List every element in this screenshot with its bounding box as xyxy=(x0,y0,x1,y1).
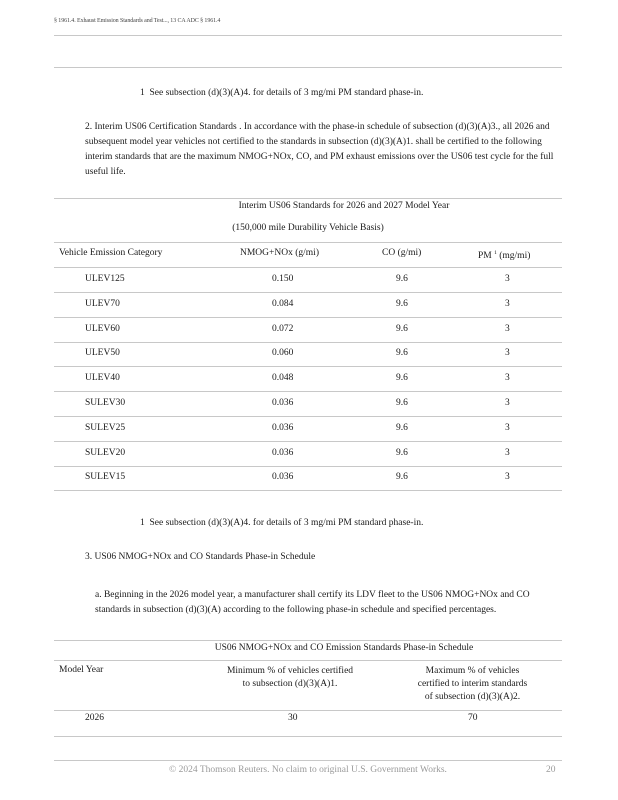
category-cell: SULEV25 xyxy=(85,422,126,433)
running-header: § 1961.4. Exhaust Emission Standards and Test..., 13 CA ADC § 1961.4 xyxy=(54,18,221,24)
category-cell: ULEV60 xyxy=(85,323,120,334)
nmog-nox-cell: 0.036 xyxy=(272,398,294,408)
header-line: certified to interim standards xyxy=(417,679,528,689)
header-line: to subsection (d)(3)(A)1. xyxy=(242,679,338,689)
pm-cell: 3 xyxy=(505,348,510,359)
co-cell: 9.6 xyxy=(396,298,408,309)
co-cell: 9.6 xyxy=(396,373,408,384)
pm-cell: 3 xyxy=(505,422,510,433)
column-header-maximum xyxy=(380,665,565,704)
row-divider xyxy=(54,292,562,293)
footnote-text: See subsection (d)(3)(A)4. for details of 3 mg/mi PM standard phase-in. xyxy=(149,518,424,528)
category-cell: ULEV70 xyxy=(85,298,120,309)
pm-footnote-ref: 1 xyxy=(494,250,497,256)
category-cell: ULEV40 xyxy=(85,373,120,384)
footnote-marker: 1 xyxy=(140,518,145,528)
co-cell: 9.6 xyxy=(396,274,408,284)
pm-cell: 3 xyxy=(505,298,510,309)
co-cell: 9.6 xyxy=(396,398,408,408)
category-cell: SULEV15 xyxy=(85,472,126,483)
footnote xyxy=(140,86,423,101)
nmog-nox-cell: 0.084 xyxy=(272,298,294,309)
pm-unit: (mg/mi) xyxy=(499,251,531,262)
co-cell: 9.6 xyxy=(396,472,408,483)
divider xyxy=(54,660,562,661)
co-cell: 9.6 xyxy=(396,323,408,334)
row-divider xyxy=(54,466,562,467)
nmog-nox-cell: 0.060 xyxy=(272,348,294,359)
divider xyxy=(54,710,562,711)
header-line: Maximum % of vehicles xyxy=(425,666,520,676)
header-line: of subsection (d)(3)(A)2. xyxy=(424,692,521,702)
footnote xyxy=(140,516,423,531)
column-header-minimum xyxy=(200,665,380,691)
column-header-model-year: Model Year xyxy=(59,665,104,675)
maximum-percent-cell: 70 xyxy=(468,713,478,723)
divider xyxy=(54,67,562,68)
divider xyxy=(54,35,562,36)
category-cell: SULEV20 xyxy=(85,447,126,458)
header-line: Minimum % of vehicles certified xyxy=(226,666,354,676)
co-cell: 9.6 xyxy=(396,348,408,359)
divider xyxy=(54,760,562,761)
pm-cell: 3 xyxy=(505,274,510,284)
footnote-marker: 1 xyxy=(140,88,145,98)
pm-cell: 3 xyxy=(505,472,510,483)
column-header-co: CO (g/mi) xyxy=(382,248,422,258)
section-3-paragraph-a: a. Beginning in the 2026 model year, a manufacturer shall certify its LDV fleet to the US06 NMOG+NOx and CO standards in subsection (d)(3)(A) according to the following phase-in schedule and specified percentages. xyxy=(95,590,530,615)
category-cell: ULEV125 xyxy=(85,274,125,284)
row-divider xyxy=(54,490,562,491)
row-divider xyxy=(54,317,562,318)
category-cell: SULEV30 xyxy=(85,398,126,408)
divider xyxy=(54,267,562,268)
nmog-nox-cell: 0.150 xyxy=(272,274,294,284)
page-number: 20 xyxy=(546,765,556,775)
pm-cell: 3 xyxy=(505,447,510,458)
nmog-nox-cell: 0.048 xyxy=(272,373,294,384)
co-cell: 9.6 xyxy=(396,447,408,458)
column-header-nmog: NMOG+NOx (g/mi) xyxy=(240,248,319,258)
divider xyxy=(54,242,562,243)
category-cell: ULEV50 xyxy=(85,348,120,359)
nmog-nox-cell: 0.036 xyxy=(272,447,294,458)
row-divider xyxy=(54,416,562,417)
column-header-pm xyxy=(478,250,530,261)
model-year-cell: 2026 xyxy=(85,713,104,723)
pm-cell: 3 xyxy=(505,398,510,408)
table-2-title: US06 NMOG+NOx and CO Emission Standards Phase-in Schedule xyxy=(214,643,474,653)
section-2-paragraph: 2. Interim US06 Certification Standards . In accordance with the phase-in schedule of subsection (d)(3)(A)3., all 2026 and subsequent model year vehicles not certified to the standards in subsection (d)(3)(A)1. shall be certified to the following interim standards that are the maximum NMOG+NOx, CO, and PM exhaust emissions over the US06 test cycle for the full useful life. xyxy=(85,122,554,177)
nmog-nox-cell: 0.072 xyxy=(272,323,294,334)
table-1-title: Interim US06 Standards for 2026 and 2027 Model Year xyxy=(238,201,450,211)
divider xyxy=(54,736,562,737)
row-divider xyxy=(54,441,562,442)
pm-cell: 3 xyxy=(505,373,510,384)
nmog-nox-cell: 0.036 xyxy=(272,472,294,483)
minimum-percent-cell: 30 xyxy=(288,713,298,723)
row-divider xyxy=(54,366,562,367)
nmog-nox-cell: 0.036 xyxy=(272,422,294,433)
section-3-heading: 3. US06 NMOG+NOx and CO Standards Phase-in Schedule xyxy=(85,552,316,562)
copyright-notice: © 2024 Thomson Reuters. No claim to original U.S. Government Works. xyxy=(169,765,447,775)
column-header-category: Vehicle Emission Category xyxy=(59,248,163,258)
table-1-subtitle: (150,000 mile Durability Vehicle Basis) xyxy=(232,223,384,233)
footnote-text: See subsection (d)(3)(A)4. for details of 3 mg/mi PM standard phase-in. xyxy=(149,88,424,98)
row-divider xyxy=(54,391,562,392)
row-divider xyxy=(54,342,562,343)
co-cell: 9.6 xyxy=(396,422,408,433)
pm-label: PM xyxy=(478,251,492,262)
pm-cell: 3 xyxy=(505,323,510,334)
